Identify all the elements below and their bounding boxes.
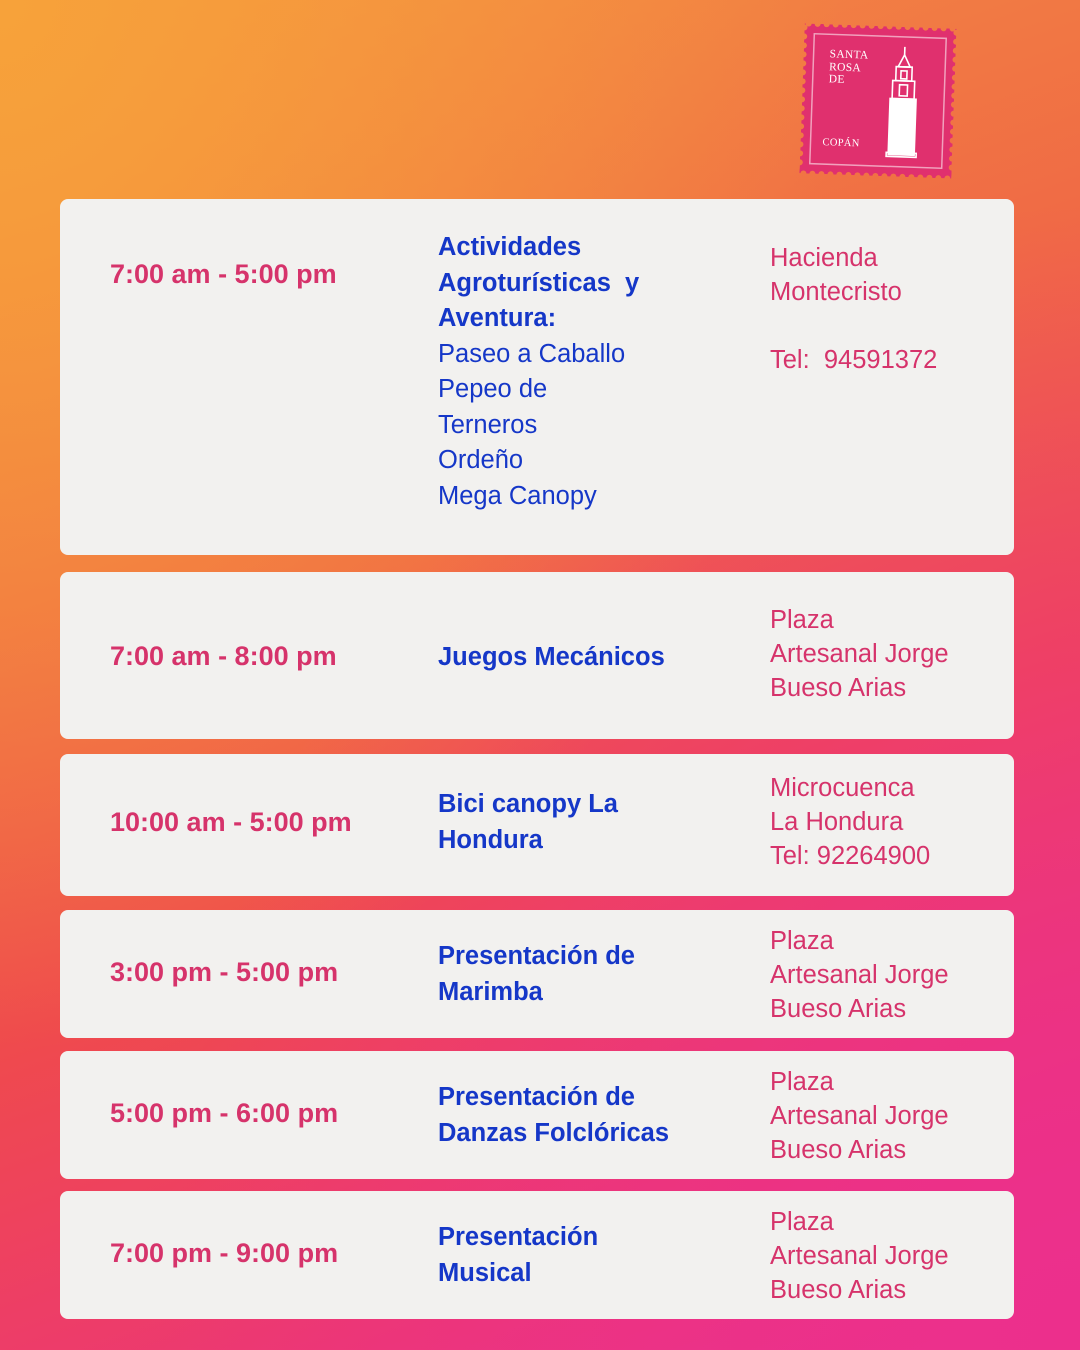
event-card	[60, 754, 1014, 896]
activity-title-line: Bici canopy La	[438, 790, 618, 818]
place-spacer	[770, 309, 1000, 343]
activity-title-line: Aventura:	[438, 304, 557, 332]
activity-sub-line: Pepeo de	[438, 375, 548, 403]
activity-title-line: Agroturísticas y	[438, 268, 640, 297]
place-line: Artesanal Jorge	[770, 640, 949, 668]
activity-title-line: Presentación de	[438, 1083, 635, 1111]
activity-sub-line: Paseo a Caballo	[438, 339, 626, 368]
event-card	[60, 1051, 1014, 1179]
place-line: La Hondura	[770, 808, 904, 836]
place-line: Artesanal Jorge	[770, 1102, 949, 1130]
place-line: Bueso Arias	[770, 1276, 907, 1304]
event-activity	[438, 1080, 738, 1151]
place-line: Artesanal Jorge	[770, 961, 949, 989]
activity-title-line: Presentación	[438, 1223, 599, 1251]
event-place	[770, 241, 1000, 377]
event-activity	[438, 939, 738, 1010]
santa-rosa-stamp	[799, 23, 956, 178]
activity-sub-line: Terneros	[438, 410, 538, 439]
place-line: Bueso Arias	[770, 674, 907, 702]
activity-title-line: Actividades	[438, 233, 582, 261]
event-activity	[438, 230, 738, 514]
stamp-bottom-text: COPÁN	[822, 137, 860, 150]
event-card	[60, 910, 1014, 1038]
place-line: Artesanal Jorge	[770, 1242, 949, 1270]
event-place	[770, 603, 1000, 705]
stamp-title: SANTA ROSA DE	[828, 48, 869, 86]
activity-sub-line: Mega Canopy	[438, 481, 597, 510]
activity-title-line: Hondura	[438, 825, 543, 854]
place-line: Plaza	[770, 606, 834, 634]
event-time: 5:00 pm - 6:00 pm	[110, 1098, 339, 1128]
activity-title-line: Marimba	[438, 977, 543, 1006]
place-line: Microcuenca	[770, 774, 915, 802]
activity-title-line: Musical	[438, 1258, 532, 1287]
event-place	[770, 771, 1000, 873]
place-line: Montecristo	[770, 278, 902, 306]
activity-title-line: Juegos Mecánicos	[438, 643, 665, 671]
activity-sub-line: Ordeño	[438, 446, 524, 474]
place-line: Plaza	[770, 1068, 834, 1096]
place-phone: Tel: 94591372	[770, 346, 938, 374]
event-place	[770, 924, 1000, 1026]
event-time: 10:00 am - 5:00 pm	[110, 807, 352, 837]
activity-title-line: Presentación de	[438, 942, 635, 970]
event-activity	[438, 1220, 738, 1291]
event-time: 7:00 pm - 9:00 pm	[110, 1238, 339, 1268]
place-line: Bueso Arias	[770, 1136, 907, 1164]
activity-title-line: Danzas Folclóricas	[438, 1118, 670, 1147]
event-time: 3:00 pm - 5:00 pm	[110, 957, 339, 987]
place-phone: Tel: 92264900	[770, 842, 931, 870]
place-line: Hacienda	[770, 244, 878, 272]
event-card	[60, 572, 1014, 739]
event-time: 7:00 am - 5:00 pm	[110, 259, 337, 289]
event-activity	[438, 640, 738, 676]
stamp-frame	[799, 23, 956, 178]
event-card	[60, 1191, 1014, 1319]
place-line: Plaza	[770, 1208, 834, 1236]
event-time: 7:00 am - 8:00 pm	[110, 641, 337, 671]
event-place	[770, 1065, 1000, 1167]
event-activity	[438, 787, 738, 858]
place-line: Plaza	[770, 927, 834, 955]
place-line: Bueso Arias	[770, 995, 907, 1023]
event-card	[60, 199, 1014, 555]
event-place	[770, 1205, 1000, 1307]
